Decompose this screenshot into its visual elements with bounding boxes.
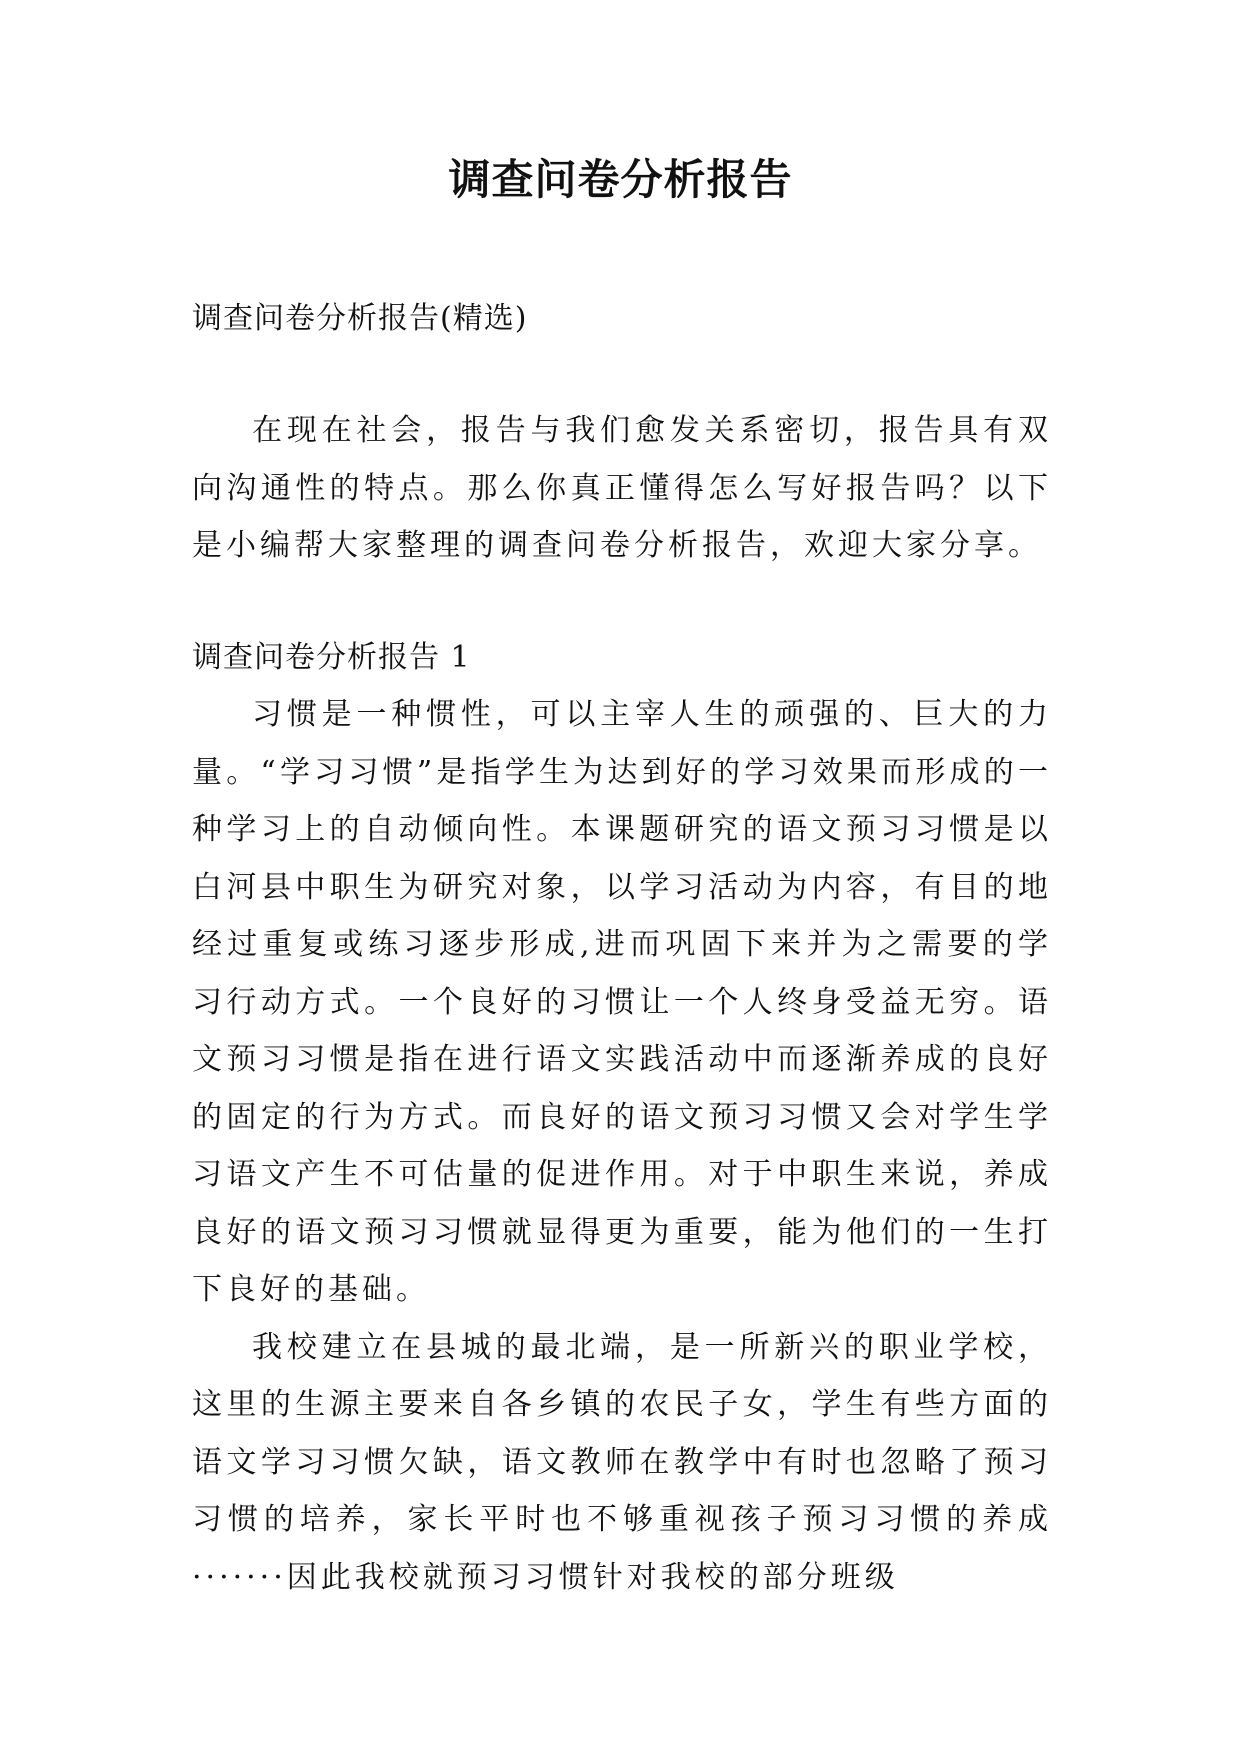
- document-subtitle: 调查问卷分析报告(精选): [192, 301, 528, 336]
- body-paragraph: 习惯是一种惯性，可以主宰人生的顽强的、巨大的力量。“学习习惯”是指学生为达到好的学习效果而形成的一种学习上的自动倾向性。本课题研究的语文预习习惯是以白河县中职生为研究对象，以学习活动为内容，有目的地经过重复或练习逐步形成,进而巩固下来并为之需要的学习行动方式。一个良好的习惯让一个人终身受益无穷。语文预习习惯是指在进行语文实践活动中而逐渐养成的良好的固定的行为方式。而良好的语文预习习惯又会对学生学习语文产生不可估量的促进作用。对于中职生来说，养成良好的语文预习习惯就显得更为重要，能为他们的一生打下良好的基础。: [192, 697, 1052, 1307]
- document-title: 调查问卷分析报告: [448, 155, 793, 204]
- body-paragraph: 我校建立在县城的最北端，是一所新兴的职业学校，这里的生源主要来自各乡镇的农民子女，学生有些方面的语文学习习惯欠缺，语文教师在教学中有时也忽略了预习习惯的培养，家长平时也不够重视孩子预习习惯的养成·······因此我校就预习习惯针对我校的部分班级: [192, 1329, 1052, 1595]
- intro-paragraph: 在现在社会，报告与我们愈发关系密切，报告具有双向沟通性的特点。那么你真正懂得怎么写好报告吗？以下是小编帮大家整理的调查问卷分析报告，欢迎大家分享。: [192, 413, 1052, 563]
- section-heading: 调查问卷分析报告 1: [192, 639, 471, 675]
- document-body: [192, 290, 1052, 1606]
